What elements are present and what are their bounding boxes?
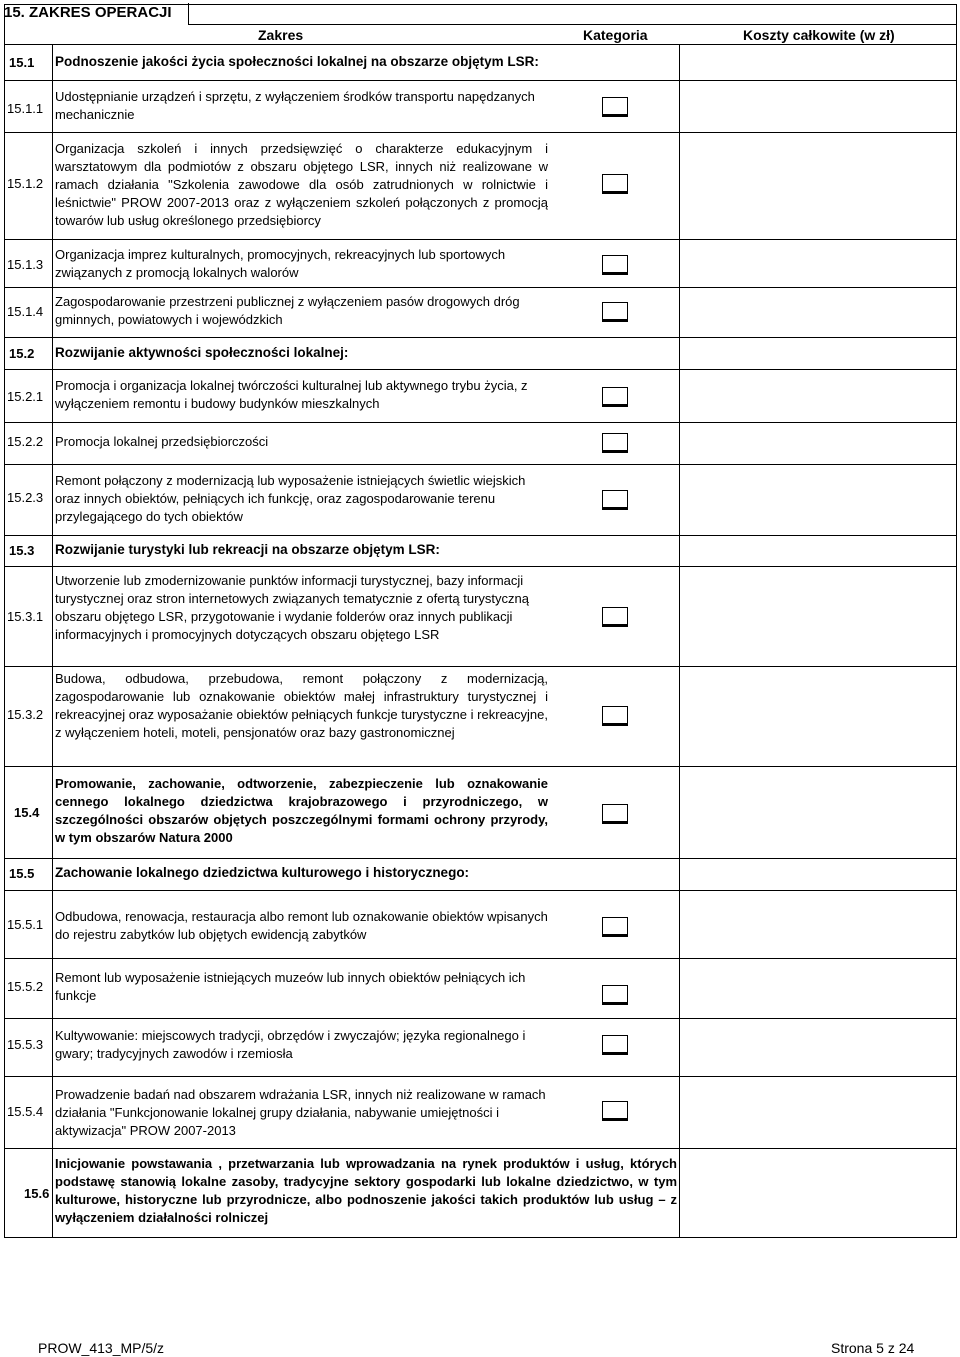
row-number: 15.6	[24, 1186, 50, 1201]
section-heading: Rozwijanie turystyki lub rekreacji na obszarze objętym LSR:	[55, 542, 440, 557]
row-description: Promowanie, zachowanie, odtworzenie, zabezpieczenie lub oznakowanie cennego lokalnego dziedzictwa krajobrazowego i przyrodniczego, w szczególności obszarów objętych poszczególnymi formami ochrony przyrody, w tym obszarów Natura 2000	[55, 776, 548, 845]
row-number: 15.1.2	[7, 176, 44, 191]
row-description: Promocja i organizacja lokalnej twórczości kulturalnej lub aktywnego trybu życia, z wyłączeniem remontu i budowy budynków mieszkalnych	[55, 378, 528, 411]
row-description: Budowa, odbudowa, przebudowa, remont połączony z modernizacją, zagospodarowanie lub oznakowanie obiektów małej infrastruktury turystycznej i rekreacyjnej oraz wyposażanie obiektów pełniących funkcje turystyczne i rekreacyjne, z wyłączeniem hoteli, moteli, pensjonatów oraz bazy gastronomicznej	[55, 671, 548, 740]
section-number: 15.3	[9, 543, 35, 558]
divider	[4, 566, 957, 567]
row-description: Prowadzenie badań nad obszarem wdrażania LSR, innych niż realizowane w ramach działania "Funkcjonowanie lokalnej grupy działania, nabywanie umiejętności i aktywizacja" PROW 2007-2013	[55, 1087, 546, 1138]
divider	[4, 858, 957, 859]
divider	[4, 890, 957, 891]
category-checkbox[interactable]	[602, 1035, 628, 1055]
section-number: 15.1	[9, 55, 35, 70]
column-header-kategoria: Kategoria	[583, 27, 648, 43]
divider	[188, 24, 957, 25]
row-number: 15.5.4	[7, 1104, 44, 1119]
row-number: 15.4	[14, 805, 40, 820]
category-checkbox[interactable]	[602, 433, 628, 453]
row-number: 15.2.3	[7, 490, 44, 505]
category-checkbox[interactable]	[602, 97, 628, 117]
row-description: Inicjowanie powstawania , przetwarzania lub wprowadzania na rynek produktów i usług, których podstawę stanowią lokalne zasoby, tradycyjne sektory gospodarki lub lokalne dziedzictwo, w tym kulturowe, historyczne lub przyrodnicze, albo podnoszenie jakości takich produktów lub usług – z wyłączeniem działalności rolniczej	[55, 1156, 677, 1225]
row-description: Promocja lokalnej przedsiębiorczości	[55, 434, 269, 449]
row-number: 15.1.1	[7, 101, 44, 116]
column-header-koszty: Koszty całkowite (w zł)	[743, 27, 895, 43]
category-checkbox[interactable]	[602, 255, 628, 275]
divider	[4, 1018, 957, 1019]
row-description: Odbudowa, renowacja, restauracja albo remont lub oznakowanie obiektów wpisanych do rejestru zabytków lub objętych ewidencją zabytków	[55, 909, 548, 942]
row-description: Organizacja szkoleń i innych przedsięwzięć o charakterze edukacyjnym i warsztatowym dla podmiotów z obszaru objętego LSR, innych niż realizowane w ramach działania "Szkolenia zawodowe dla osób zatrudnionych w rolnictwie i leśnictwie" PROW 2007-2013 oraz z wyłączeniem szkoleń połączonych z promocją towarów lub usług określonego przedsiębiorcy	[55, 141, 548, 228]
column-header-zakres: Zakres	[258, 27, 304, 43]
divider	[4, 132, 957, 133]
header-cell	[188, 3, 960, 24]
column-divider	[679, 44, 680, 1238]
section-number: 15.5	[9, 866, 35, 881]
row-number: 15.3.2	[7, 707, 44, 722]
section-heading: Rozwijanie aktywności społeczności lokalnej:	[55, 345, 349, 360]
row-description: Organizacja imprez kulturalnych, promocyjnych, rekreacyjnych lub sportowych związanych z promocją lokalnych walorów	[55, 247, 506, 280]
section-title: 15. ZAKRES OPERACJI	[4, 4, 172, 21]
column-divider	[52, 44, 53, 1238]
category-checkbox[interactable]	[602, 607, 628, 627]
row-description: Remont lub wyposażenie istniejących muzeów lub innych obiektów pełniących ich funkcje	[55, 970, 526, 1003]
category-checkbox[interactable]	[602, 174, 628, 194]
divider	[4, 422, 957, 423]
divider	[4, 44, 957, 45]
divider	[4, 337, 957, 338]
divider	[4, 766, 957, 767]
row-description: Kultywowanie: miejscowych tradycji, obrzędów i zwyczajów; języka regionalnego i gwary; tradycyjnych zawodów i rzemiosła	[55, 1028, 526, 1061]
divider	[4, 535, 957, 536]
row-number: 15.5.2	[7, 979, 44, 994]
divider	[4, 1148, 957, 1149]
row-number: 15.1.3	[7, 257, 44, 272]
row-number: 15.5.1	[7, 917, 44, 932]
row-number: 15.2.2	[7, 434, 44, 449]
divider	[4, 369, 957, 370]
row-number: 15.2.1	[7, 389, 44, 404]
section-heading: Zachowanie lokalnego dziedzictwa kulturowego i historycznego:	[55, 865, 470, 880]
form-code: PROW_413_MP/5/z	[38, 1340, 165, 1356]
category-checkbox[interactable]	[602, 490, 628, 510]
category-checkbox[interactable]	[602, 917, 628, 937]
divider	[4, 80, 957, 81]
divider	[4, 287, 957, 288]
divider	[4, 464, 957, 465]
row-description: Remont połączony z modernizacją lub wyposażenie istniejących świetlic wiejskich oraz innych obiektów, pełniących ich funkcję, oraz zagospodarowanie terenu przylegającego do tych obiektów	[55, 473, 526, 524]
divider	[4, 1076, 957, 1077]
row-description: Zagospodarowanie przestrzeni publicznej z wyłączeniem pasów drogowych dróg gminnych, powiatowych i wojewódzkich	[55, 294, 520, 327]
row-description: Utworzenie lub zmodernizowanie punktów informacji turystycznej, bazy informacji turystycznej oraz stron internetowych związanych tematycznie z ofertą turystyczną obszaru objętego LSR, przygotowanie i wydanie folderów oraz innych publikacji informacyjnych i promocyjnych dotyczących obszaru objętego LSR	[55, 573, 529, 642]
category-checkbox[interactable]	[602, 706, 628, 726]
row-number: 15.1.4	[7, 304, 44, 319]
divider	[4, 958, 957, 959]
category-checkbox[interactable]	[602, 387, 628, 407]
divider	[4, 239, 957, 240]
category-checkbox[interactable]	[602, 985, 628, 1005]
divider	[4, 666, 957, 667]
row-number: 15.3.1	[7, 609, 44, 624]
row-description: Udostępnianie urządzeń i sprzętu, z wyłączeniem środków transportu napędzanych mechanicznie	[55, 89, 535, 122]
section-heading: Podnoszenie jakości życia społeczności lokalnej na obszarze objętym LSR:	[55, 54, 539, 69]
row-number: 15.5.3	[7, 1037, 44, 1052]
category-checkbox[interactable]	[602, 804, 628, 824]
section-number: 15.2	[9, 346, 35, 361]
category-checkbox[interactable]	[602, 302, 628, 322]
category-checkbox[interactable]	[602, 1101, 628, 1121]
page-number: Strona 5 z 24	[831, 1340, 915, 1356]
